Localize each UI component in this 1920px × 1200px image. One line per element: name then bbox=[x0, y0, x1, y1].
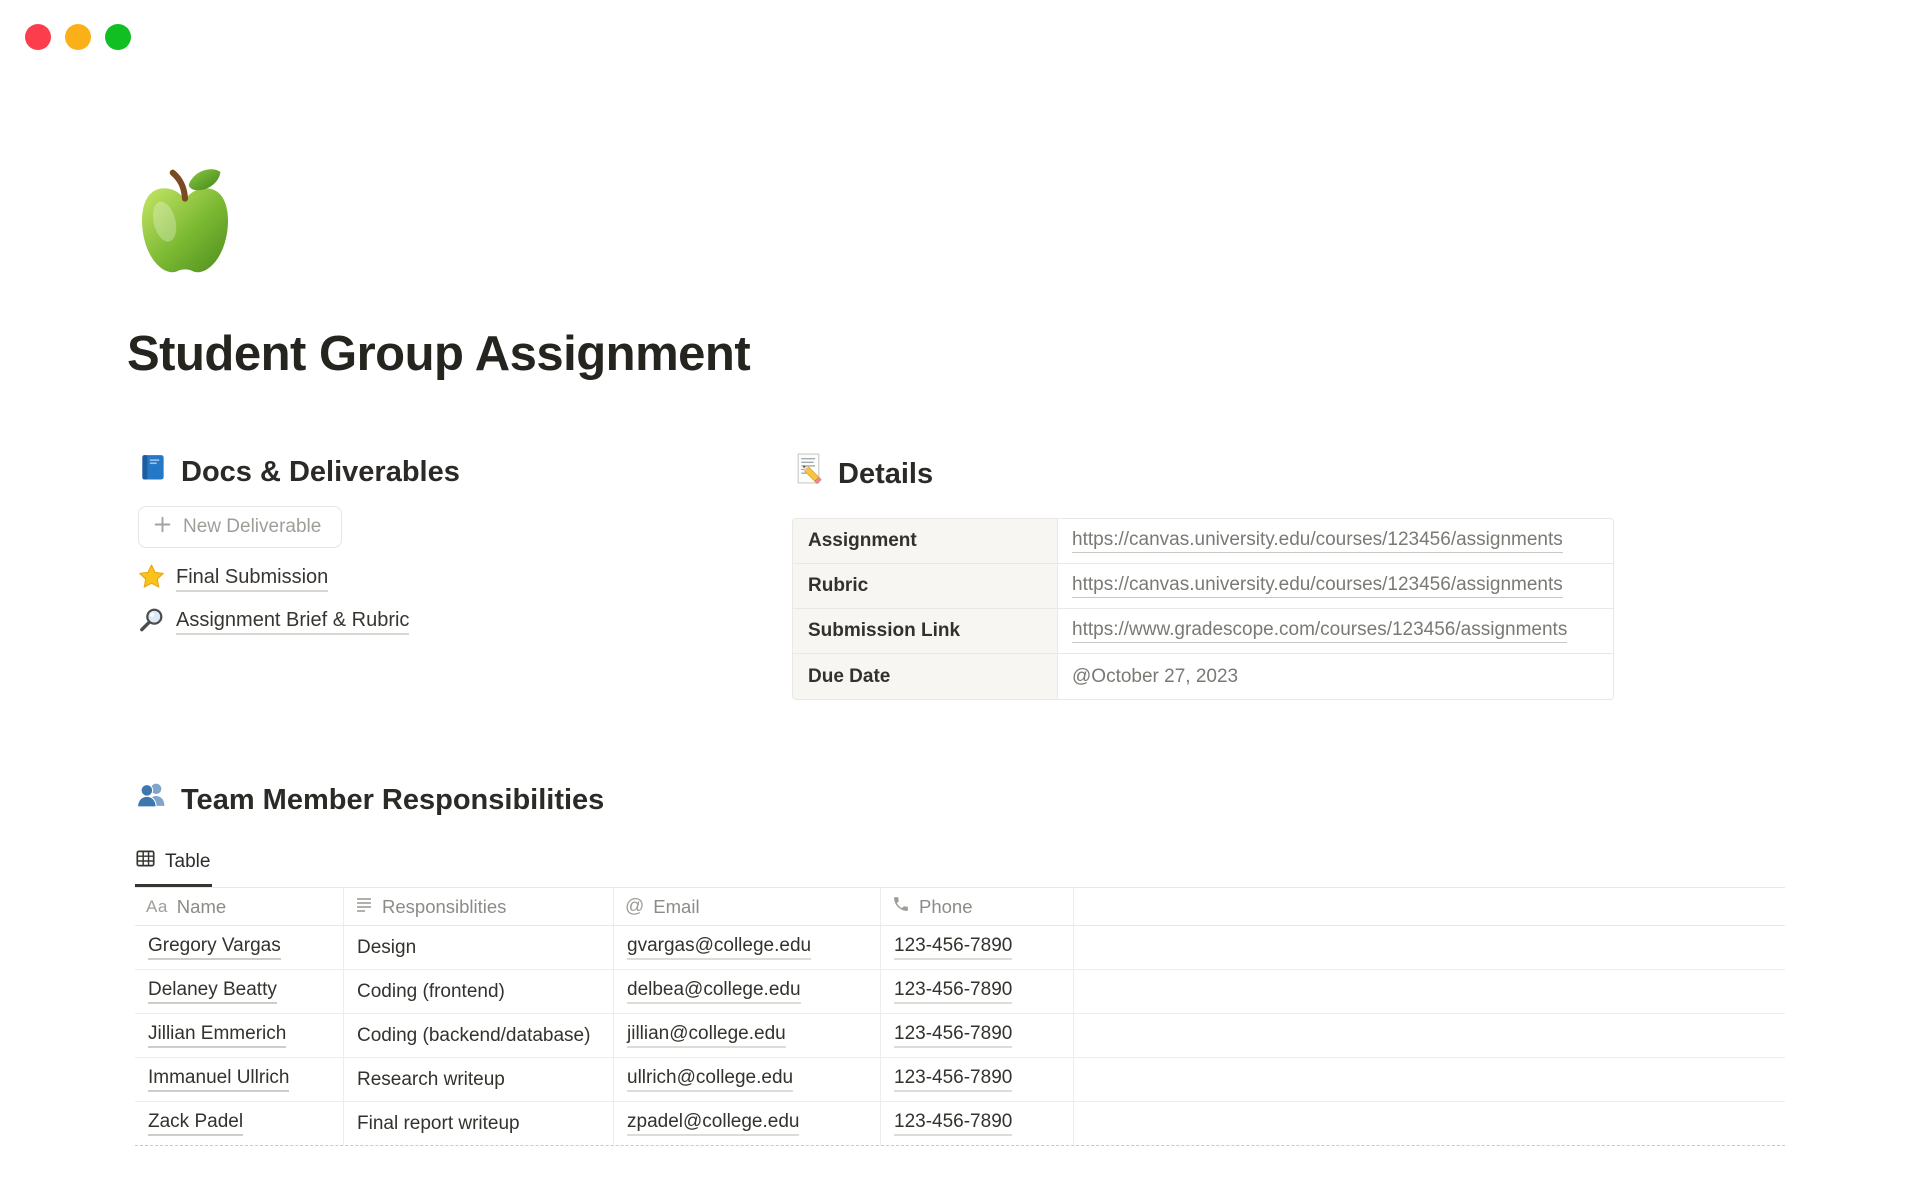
due-date-mention[interactable]: @October 27, 2023 bbox=[1072, 665, 1239, 687]
close-window-button[interactable] bbox=[25, 24, 51, 50]
tab-table-view[interactable] bbox=[135, 848, 212, 887]
email-cell[interactable]: jillian@college.edu bbox=[614, 1014, 881, 1057]
column-email-label: Email bbox=[653, 895, 700, 917]
email-cell[interactable]: delbea@college.edu bbox=[614, 970, 881, 1013]
phone-cell[interactable]: 123-456-7890 bbox=[881, 1102, 1074, 1145]
rubric-url-link[interactable]: https://canvas.university.edu/courses/123456/assignments bbox=[1072, 574, 1563, 598]
page-icon-green-apple[interactable] bbox=[136, 164, 234, 274]
assignment-brief-rubric-link[interactable] bbox=[138, 604, 758, 640]
details-row-submission-link bbox=[793, 609, 1613, 654]
empty-cell[interactable] bbox=[1074, 1058, 1785, 1101]
details-label: Submission Link bbox=[793, 609, 1058, 653]
details-heading-label: Details bbox=[838, 457, 934, 490]
docs-deliverables-section bbox=[138, 452, 758, 640]
details-label: Due Date bbox=[793, 654, 1058, 699]
view-tabbar bbox=[135, 848, 1785, 887]
email-cell[interactable]: gvargas@college.edu bbox=[614, 926, 881, 969]
column-header-phone[interactable] bbox=[881, 888, 1074, 925]
details-table bbox=[792, 518, 1614, 700]
assignment-url-link[interactable]: https://canvas.university.edu/courses/123456/assignments bbox=[1072, 529, 1563, 553]
table-row bbox=[135, 1014, 1785, 1058]
phone-cell[interactable]: 123-456-7890 bbox=[881, 926, 1074, 969]
column-header-empty[interactable] bbox=[1074, 888, 1785, 925]
window-controls bbox=[25, 24, 131, 50]
details-row-assignment bbox=[793, 519, 1613, 564]
details-section bbox=[792, 452, 1614, 700]
column-responsibilities-label: Responsiblities bbox=[382, 895, 507, 917]
new-deliverable-label: New Deliverable bbox=[183, 516, 322, 537]
responsibilities-cell[interactable]: Final report writeup bbox=[344, 1102, 614, 1145]
table-row bbox=[135, 1058, 1785, 1102]
team-responsibilities-heading-label: Team Member Responsibilities bbox=[181, 783, 605, 816]
docs-deliverables-heading-label: Docs & Deliverables bbox=[181, 456, 460, 488]
responsibilities-cell[interactable]: Research writeup bbox=[344, 1058, 614, 1101]
new-deliverable-button[interactable] bbox=[138, 506, 342, 548]
tab-table-label: Table bbox=[165, 850, 211, 872]
plus-icon bbox=[153, 515, 172, 540]
text-lines-icon bbox=[355, 895, 373, 918]
assignment-brief-rubric-label: Assignment Brief & Rubric bbox=[176, 609, 409, 635]
responsibilities-cell[interactable]: Coding (frontend) bbox=[344, 970, 614, 1013]
phone-cell[interactable]: 123-456-7890 bbox=[881, 970, 1074, 1013]
name-cell[interactable]: Gregory Vargas bbox=[135, 926, 344, 969]
details-row-rubric bbox=[793, 564, 1613, 609]
zoom-window-button[interactable] bbox=[105, 24, 131, 50]
table-grid-icon bbox=[135, 848, 156, 875]
details-heading bbox=[792, 452, 1614, 495]
name-cell[interactable]: Jillian Emmerich bbox=[135, 1014, 344, 1057]
docs-deliverables-heading bbox=[138, 452, 758, 492]
empty-cell[interactable] bbox=[1074, 970, 1785, 1013]
star-icon bbox=[138, 563, 165, 595]
email-cell[interactable]: ullrich@college.edu bbox=[614, 1058, 881, 1101]
team-responsibilities-section bbox=[135, 778, 1785, 1146]
empty-cell[interactable] bbox=[1074, 926, 1785, 969]
at-sign-icon: @ bbox=[625, 895, 645, 917]
responsibilities-cell[interactable]: Design bbox=[344, 926, 614, 969]
column-header-email[interactable] bbox=[614, 888, 881, 925]
responsibilities-cell[interactable]: Coding (backend/database) bbox=[344, 1014, 614, 1057]
memo-pencil-icon bbox=[792, 452, 825, 495]
team-table-body bbox=[135, 926, 1785, 1146]
phone-cell[interactable]: 123-456-7890 bbox=[881, 1058, 1074, 1101]
email-cell[interactable]: zpadel@college.edu bbox=[614, 1102, 881, 1145]
column-header-name[interactable] bbox=[135, 888, 344, 925]
table-row bbox=[135, 970, 1785, 1014]
team-table-header bbox=[135, 887, 1785, 926]
empty-cell[interactable] bbox=[1074, 1014, 1785, 1057]
name-cell[interactable]: Immanuel Ullrich bbox=[135, 1058, 344, 1101]
table-row bbox=[135, 1102, 1785, 1146]
magnifying-glass-icon bbox=[138, 606, 165, 638]
team-table bbox=[135, 887, 1785, 1146]
text-Aa-icon: Aa bbox=[146, 896, 168, 916]
empty-cell[interactable] bbox=[1074, 1102, 1785, 1145]
name-cell[interactable]: Delaney Beatty bbox=[135, 970, 344, 1013]
final-submission-link[interactable] bbox=[138, 561, 758, 597]
deliverable-links bbox=[138, 561, 758, 640]
submission-url-link[interactable]: https://www.gradescope.com/courses/123456/assignments bbox=[1072, 619, 1567, 643]
page-title[interactable]: Student Group Assignment bbox=[127, 327, 751, 381]
details-label: Rubric bbox=[793, 564, 1058, 608]
details-label: Assignment bbox=[793, 519, 1058, 563]
details-row-due-date bbox=[793, 654, 1613, 699]
column-header-responsibilities[interactable] bbox=[344, 888, 614, 925]
table-row bbox=[135, 926, 1785, 970]
column-phone-label: Phone bbox=[919, 895, 973, 917]
phone-cell[interactable]: 123-456-7890 bbox=[881, 1014, 1074, 1057]
busts-silhouette-icon bbox=[135, 778, 168, 821]
final-submission-label: Final Submission bbox=[176, 566, 328, 592]
phone-handset-icon bbox=[892, 895, 910, 918]
blue-book-icon bbox=[138, 452, 168, 492]
team-responsibilities-heading bbox=[135, 778, 1785, 821]
minimize-window-button[interactable] bbox=[65, 24, 91, 50]
column-name-label: Name bbox=[176, 895, 227, 917]
name-cell[interactable]: Zack Padel bbox=[135, 1102, 344, 1145]
